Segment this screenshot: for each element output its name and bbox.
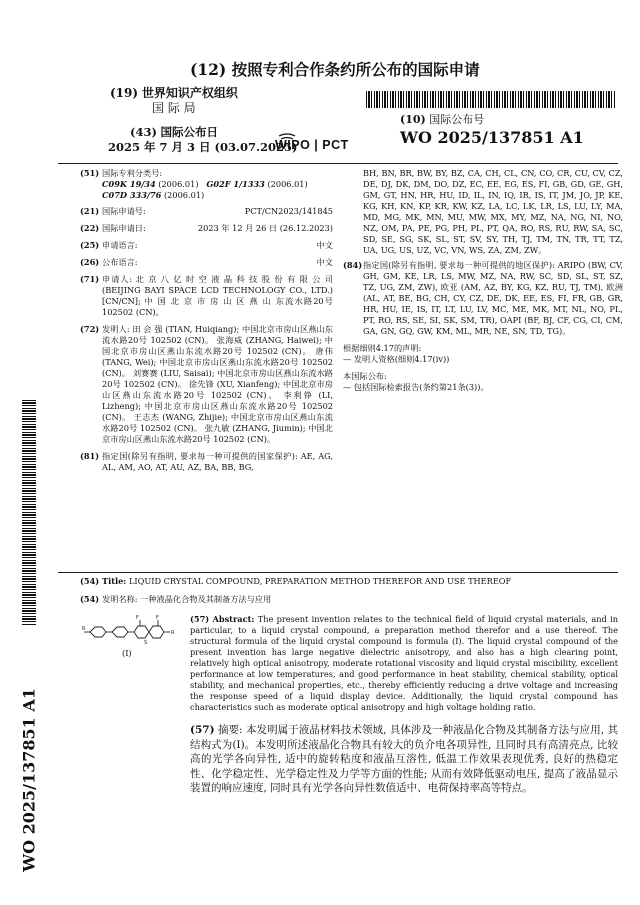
inventors-text: 发明人: 田 会 强 (TIAN, Huiqiang); 中国北京市房山区燕山东流水路20号 102502 (CN)。 张海威 (ZHANG, Haiwei); 中国北京市房山区燕山东流水路20号 102502 (CN)。 唐伟 (TANG, Wei); 中国北京市房山区燕山东流水路20号 102502 (CN)。 刘赛赛 (LIU, Saisai); 中国北京市房山区燕山东流水路20号 102502 (CN)。 徐先锋 (XU, Xianfeng); 中国北京市房山区燕山东流水路20号 102502 (CN)。 李利铮 (LI, Lizheng); 中国北京市房山区燕山东流水路20号 102502 (CN)。 王志杰 (WANG, Zhijie); 中国北京市房山区燕山东流水路20号 102502 (CN)。 张九敏 (ZHANG, Jiumin); 中国北京市房山区燕山东流水路20号 102502 (CN)。 [102, 324, 333, 444]
field-81: (81) 指定国(除另有指明, 要求每一种可提供的国家保护): AE, AG, AL, AM, AO, AT, AU, AZ, BA, BB, BG, [80, 451, 333, 472]
title-en: LIQUID CRYSTAL COMPOUND, PREPARATION METHOD THEREFOR AND USE THEREOF [128, 576, 512, 586]
title-text: 按照专利合作条约所公布的国际申请 [231, 60, 480, 79]
org-block [110, 86, 238, 116]
wipo-logo [275, 132, 365, 154]
svg-text:R: R [82, 626, 86, 632]
regional-states-text: 指定国(除另有指明, 要求每一种可提供的地区保护): ARIPO (BW, CV, GH, GM, KE, LR, LS, MW, MZ, NA, RW, SC, SD, SL, ST, SZ, TZ, UG, ZM, ZW), 欧亚 (AM, AZ, BY, KG, KZ, RU, TJ, TM), 欧洲 (AL, AT, BE, BG, CH, CY, CZ, DE, DK, EE, ES, FI, FR, GB, GR, HR, HU, IE, IS, IT, LT, LU, LV, MC, ME, MK, MT, NL, NO, PL, PT, RO, RS, SE, SI, SK, SM, TR), OAPI (BF, BJ, CF, CG, CI, CM, GA, GN, GQ, GW, KM, ML, MR, NE, SN, TD, TG)。 [363, 260, 623, 336]
svg-text:F: F [136, 615, 139, 621]
title-en-label: Title: [102, 576, 127, 586]
bottom-divider [58, 572, 618, 573]
title-zh-label: 发明名称: [102, 594, 138, 604]
right-column [343, 168, 623, 393]
pub-title: 本国际公布: [343, 371, 387, 381]
pubno-label: 国际公布号 [429, 113, 485, 126]
field-51: (51) 国际专利分类号: C09K 19/34 (2006.01) G02F 1/1333 (2006.01) C07D 333/76 (2006.01) [80, 168, 308, 200]
field-84: (84) 指定国(除另有指明, 要求每一种可提供的地区保护): ARIPO (BW, CV, GH, GM, KE, LR, LS, MW, MZ, NA, RW, SC, SD, SL, ST, SZ, TZ, UG, ZM, ZW), 欧亚 (AM, AZ, BY, KG, KZ, RU, TJ, TM), 欧洲 (AL, AT, BE, BG, CH, CY, CZ, DE, DK, EE, ES, FI, FR, GB, GR, HR, HU, IE, IS, IT, LT, LU, LV, MC, ME, MK, MT, NL, NO, PL, PT, RO, RS, SE, SI, SK, SM, TR), OAPI (BF, BJ, CF, CG, CI, CM, GA, GN, GQ, GW, KM, ML, MR, NE, SN, TD, TG)。 [343, 260, 623, 336]
abstract-zh: (57) 摘要: 本发明属于液晶材料技术领域, 具体涉及一种液晶化合物及其制备方法与应用, 其结构式为(I)。本发明所述液晶化合物具有较大的负介电各项异性, 且同时具有高清亮点, 比较高的光学各向异性, 适中的旋转粘度和液晶互溶性, 低温工作效果表现优秀, 良好的热稳定性、化学稳定性、光学稳定性及力学等方面的性能; 从而有效降低驱动电压, 提高了液晶显示装置的响应速度, 同时具有光学各向异性数值适中、电荷保持率高等特点。 [190, 724, 618, 795]
org-bureau: 国 际 局 [152, 101, 196, 115]
field-71: (71) 申请人: 北 京 八 亿 时 空 液 晶 科 技 股 份 有 限 公 司 (BEIJING BAYI SPACE LCD TECHNOLOGY CO., LTD.) [CN/CN]; 中 国 北 京 市 房 山 区 燕 山 东流水路20号 102502 (CN)。 [80, 274, 333, 317]
abstract-en-text: The present invention relates to the technical field of liquid crystal materials, and in particular, to a liquid crystal compound, a preparation method therefor and a use thereof. The structural formula of the liquid crystal compound is formula (I). The liquid crystal compound of the present invention has large negative dielectric anisotropy, and also has a high clearing point, relatively high optical anisotropy, moderate rotational viscosity and liquid crystal miscibility, excellent performance at low temperatures, and good performance in heat stability, chemical stability, optical stability, and mechanical properties, etc., thereby efficiently reducing a drive voltage and increasing the response speed of a liquid display device. Additionally, the liquid crystal compound has characteristics such as moderate optical anisotropy and high voltage holding ratio. [190, 614, 618, 712]
svg-text:R: R [171, 630, 175, 636]
header-divider [58, 163, 618, 164]
org-code: (19) [110, 86, 139, 100]
pubno-code: (10) [400, 113, 426, 126]
pubno-block [400, 112, 584, 146]
pubdate-block [108, 125, 297, 155]
field-22: (22) 国际申请日: 2023 年 12 月 26 日 (26.12.2023) [80, 223, 333, 233]
applicant-text: 申请人: 北 京 八 亿 时 空 液 晶 科 技 股 份 有 限 公 司 (BEIJING BAYI SPACE LCD TECHNOLOGY CO., LTD.) [CN/CN]; 中 国 北 京 市 房 山 区 燕 山 东流水路20号 102502 (CN)。 [102, 274, 333, 317]
abstract-zh-text: 本发明属于液晶材料技术领域, 具体涉及一种液晶化合物及其制备方法与应用, 其结构式为(I)。本发明所述液晶化合物具有较大的负介电各项异性, 且同时具有高清亮点, 比较高的光学各向异性, 适中的旋转粘度和液晶互溶性, 低温工作效果表现优秀, 良好的热稳定性、化学稳定性、光学稳定性及力学等方面的性能; 从而有效降低驱动电压, 提高了液晶显示装置的响应速度, 同时具有光学各向异性数值适中、电荷保持率高等特点。 [190, 724, 618, 795]
abstract-zh-label: 摘要: [217, 724, 243, 736]
title-code: (12) [190, 60, 227, 79]
abstract-en-label: Abstract: [212, 614, 255, 624]
publication-info [343, 371, 623, 393]
svg-text:S: S [144, 640, 148, 646]
header-barcode [366, 91, 616, 108]
title-zh-line: (54) 发明名称: 一种液晶化合物及其制备方法与应用 [80, 594, 272, 604]
vertical-pub-number: WO 2025/137851 A1 [19, 688, 39, 872]
rule-item: — 发明人资格(细则4.17(iv)) [343, 354, 450, 364]
rule-declaration [343, 343, 623, 365]
title-zh: 一种液晶化合物及其制备方法与应用 [140, 594, 272, 604]
document-title [190, 58, 480, 80]
side-barcode [22, 400, 36, 625]
pubno-value: WO 2025/137851 A1 [400, 128, 584, 147]
designated-states-cont: BH, BN, BR, BW, BY, BZ, CA, CH, CL, CN, CO, CR, CU, CV, CZ, DE, DJ, DK, DM, DO, DZ, EC, EE, EG, ES, FI, GB, GD, GE, GH, GM, GT, HN, HR, HU, ID, IL, IN, IQ, IR, IS, IT, JM, JO, JP, KE, KG, KH, KN, KP, KR, KW, KZ, LA, LC, LK, LR, LS, LU, LY, MA, MD, MG, MK, MN, MU, MW, MX, MY, MZ, NA, NG, NI, NO, NZ, OM, PA, PE, PG, PH, PL, PT, QA, RO, RS, RU, RW, SA, SC, SD, SE, SG, SK, SL, ST, SV, SY, TH, TJ, TM, TN, TR, TT, TZ, UA, UG, US, UZ, VC, VN, WS, ZA, ZM, ZW。 [363, 168, 623, 255]
chemical-structure [82, 614, 178, 664]
designated-states-text: 指定国(除另有指明, 要求每一种可提供的国家保护): AE, AG, AL, AM, AO, AT, AU, AZ, BA, BB, BG, [102, 451, 333, 472]
abstract-en: (57) Abstract: The present invention relates to the technical field of liquid crystal materials, and in particular, to a liquid crystal compound, a preparation method therefor and a use thereof. The structural formula of the liquid crystal compound is formula (I). The liquid crystal compound of the present invention has large negative dielectric anisotropy, and also has a high clearing point, relatively high optical anisotropy, moderate rotational viscosity and liquid crystal miscibility, excellent performance at low temperatures, and good performance in heat stability, chemical stability, optical stability, and mechanical properties, etc., thereby efficiently reducing a drive voltage and increasing the response speed of a liquid display device. Additionally, the liquid crystal compound has characteristics such as moderate optical anisotropy and high voltage holding ratio. [190, 614, 618, 712]
field-25: (25) 申请语言: 中文 [80, 240, 333, 250]
title-en-line: (54) Title: LIQUID CRYSTAL COMPOUND, PREPARATION METHOD THEREFOR AND USE THEREOF [80, 576, 512, 586]
wipo-logo-text: WIPO | PCT [275, 138, 349, 152]
field-21: (21) 国际申请号: PCT/CN2023/141845 [80, 206, 333, 216]
pub-item: — 包括国际检索报告(条约第21条(3))。 [343, 382, 489, 392]
pubdate-label: 国际公布日 [160, 125, 219, 139]
pubdate-code: (43) [130, 125, 157, 139]
field-26: (26) 公布语言: 中文 [80, 257, 333, 267]
svg-text:F: F [156, 615, 159, 621]
org-name: 世界知识产权组织 [141, 86, 238, 100]
formula-label: (I) [122, 648, 132, 658]
field-72: (72) 发明人: 田 会 强 (TIAN, Huiqiang); 中国北京市房山区燕山东流水路20号 102502 (CN)。 张海威 (ZHANG, Haiwei); 中国北京市房山区燕山东流水路20号 102502 (CN)。 唐伟 (TANG, Wei); 中国北京市房山区燕山东流水路20号 102502 (CN)。 刘赛赛 (LIU, Saisai); 中国北京市房山区燕山东流水路20号 102502 (CN)。 徐先锋 (XU, Xianfeng); 中国北京市房山区燕山东流水路20号 102502 (CN)。 李利铮 (LI, Lizheng); 中国北京市房山区燕山东流水路20号 102502 (CN)。 王志杰 (WANG, Zhijie); 中国北京市房山区燕山东流水路20号 102502 (CN)。 张九敏 (ZHANG, Jiumin); 中国北京市房山区燕山东流水路20号 102502 (CN)。 [80, 324, 333, 444]
rule-title: 根据细则4.17的声明: [343, 343, 422, 353]
left-column [80, 168, 333, 473]
pubdate-value: 2025 年 7 月 3 日 (03.07.2025) [108, 140, 298, 154]
